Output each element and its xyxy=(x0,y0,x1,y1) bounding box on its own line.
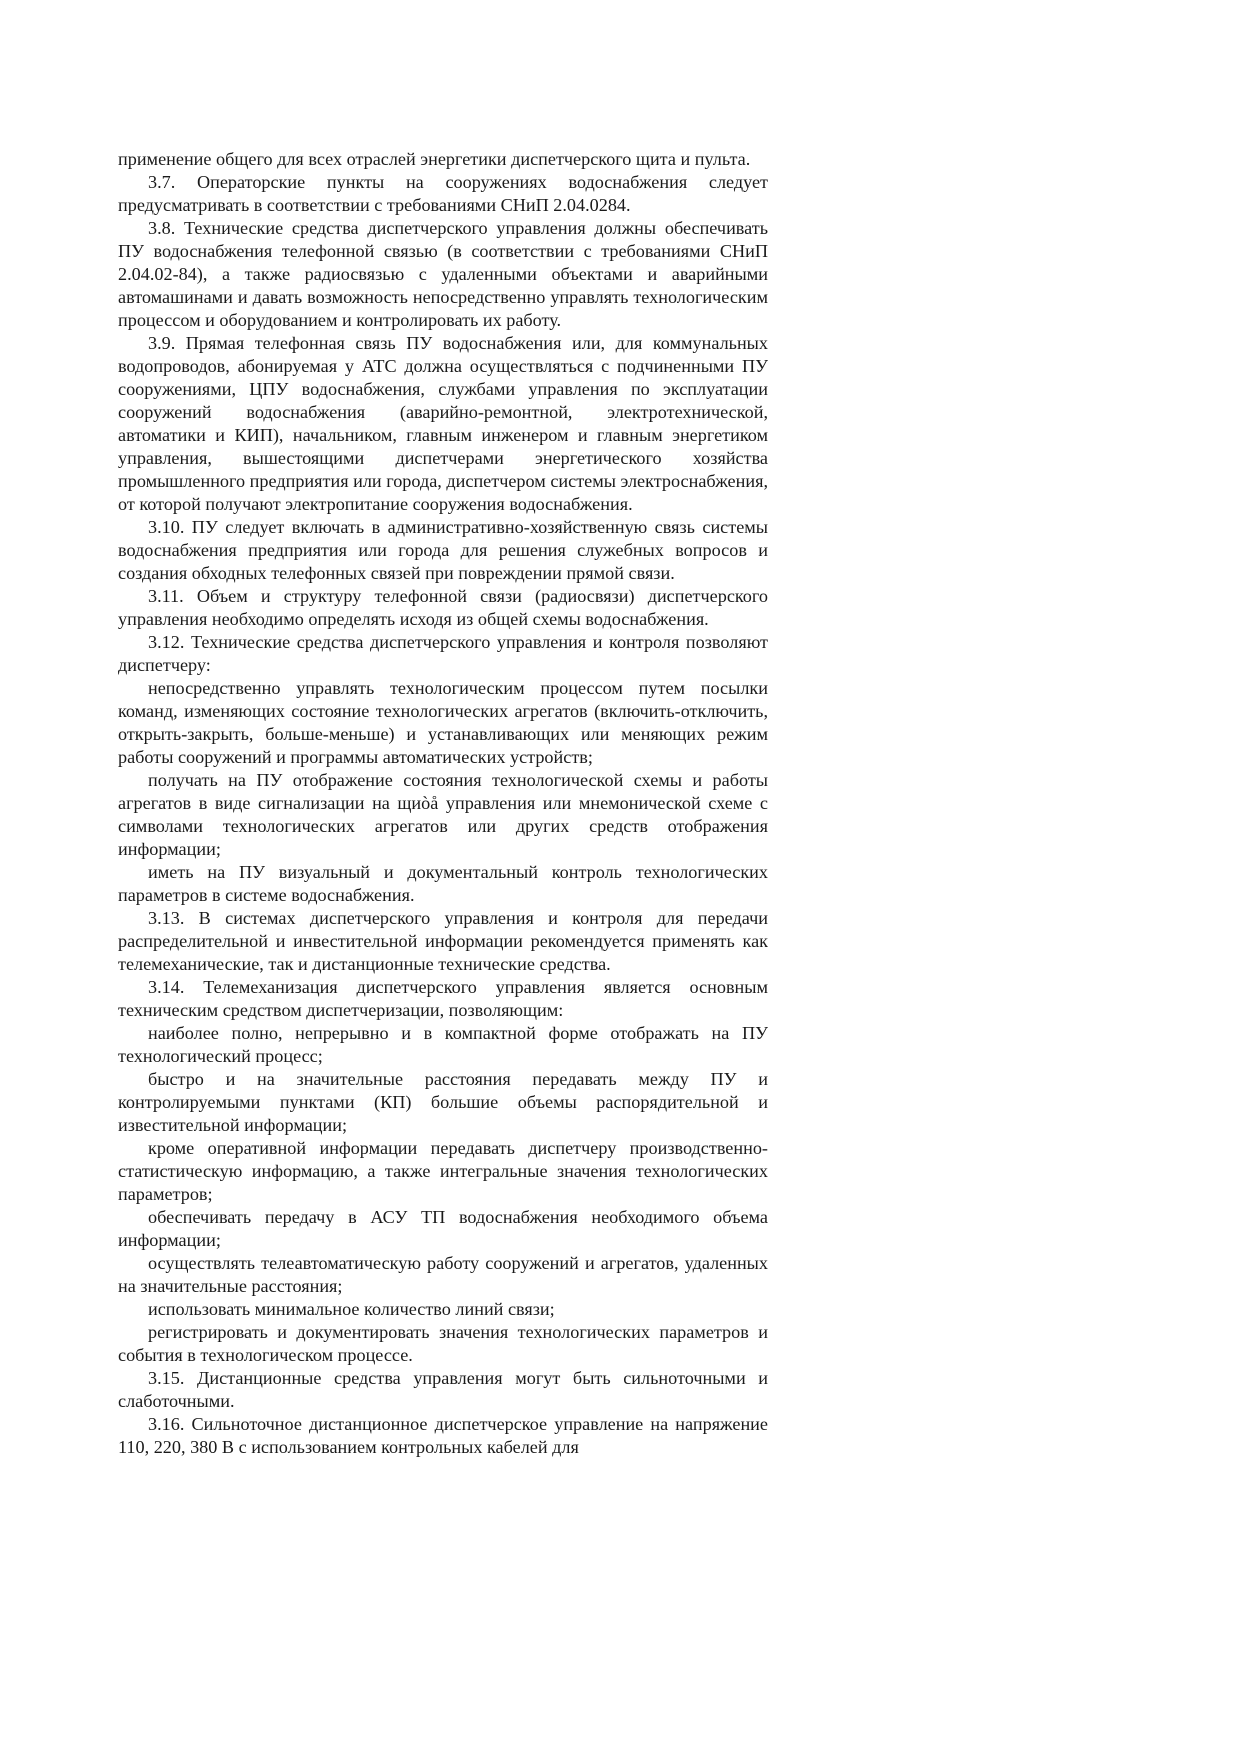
paragraph-3-11: 3.11. Объем и структуру телефонной связи (радиосвязи) диспетчерского управления необходимо определять исходя из общей схемы водоснабжения. xyxy=(118,586,768,629)
list-item: быстро и на значительные расстояния передавать между ПУ и контролируемыми пунктами (КП) большие объемы распорядительной и известительной информации; xyxy=(118,1069,768,1135)
list-item: использовать минимальное количество линий связи; xyxy=(148,1299,555,1319)
paragraph-3-16: 3.16. Сильноточное дистанционное диспетчерское управление на напряжение 110, 220, 380 В с использованием контрольных кабелей для xyxy=(118,1414,768,1457)
list-item: получать на ПУ отображение состояния технологической схемы и работы агрегатов в виде сигнализации на щиòå управления или мнемонической схеме с символами технологических агрегатов или других средств отображения информации; xyxy=(118,770,768,859)
paragraph-3-13: 3.13. В системах диспетчерского управления и контроля для передачи распределительной и инвестительной информации рекомендуется применять как телемеханические, так и дистанционные технические средства. xyxy=(118,908,768,974)
paragraph-3-12: 3.12. Технические средства диспетчерского управления и контроля позволяют диспетчеру: xyxy=(118,632,768,675)
list-item: обеспечивать передачу в АСУ ТП водоснабжения необходимого объема информации; xyxy=(118,1207,768,1250)
list-item: осуществлять телеавтоматическую работу сооружений и агрегатов, удаленных на значительные расстояния; xyxy=(118,1253,768,1296)
paragraph-3-10: 3.10. ПУ следует включать в административно-хозяйственную связь системы водоснабжения предприятия или города для решения служебных вопросов и создания обходных телефонных связей при повреждении прямой связи. xyxy=(118,517,768,583)
list-item: наиболее полно, непрерывно и в компактной форме отображать на ПУ технологический процесс; xyxy=(118,1023,768,1066)
paragraph-3-9: 3.9. Прямая телефонная связь ПУ водоснабжения или, для коммунальных водопроводов, абонируемая у АТС должна осуществляться с подчиненными ПУ сооружениями, ЦПУ водоснабжения, службами управления по эксплуатации сооружений водоснабжения (аварийно-ремонтной, электротехнической, автоматики и КИП), начальником, главным инженером и главным энергетиком управления, вышестоящими диспетчерами энергетического хозяйства промышленного предприятия или города, диспетчером системы электроснабжения, от которой получают электропитание сооружения водоснабжения. xyxy=(118,333,768,514)
paragraph-3-8: 3.8. Технические средства диспетчерского управления должны обеспечивать ПУ водоснабжения телефонной связью (в соответствии с требованиями СНиП 2.04.02-84), а также радиосвязью с удаленными объектами и аварийными автомашинами и давать возможность непосредственно управлять технологическим процессом и оборудованием и контролировать их работу. xyxy=(118,218,768,330)
paragraph-3-7: 3.7. Операторские пункты на сооружениях водоснабжения следует предусматривать в соответствии с требованиями СНиП 2.04.0284. xyxy=(118,172,768,215)
paragraph-continuation: применение общего для всех отраслей энергетики диспетчерского щита и пульта. xyxy=(118,149,751,169)
list-item: кроме оперативной информации передавать диспетчеру производственно-статистическую информацию, а также интегральные значения технологических параметров; xyxy=(118,1138,768,1204)
list-item: иметь на ПУ визуальный и документальный контроль технологических параметров в системе водоснабжения. xyxy=(118,862,768,905)
list-item: регистрировать и документировать значения технологических параметров и события в технологическом процессе. xyxy=(118,1322,768,1365)
list-item: непосредственно управлять технологическим процессом путем посылки команд, изменяющих состояние технологических агрегатов (включить-отключить, открыть-закрыть, больше-меньше) и устанавливающих или меняющих режим работы сооружений и программы автоматических устройств; xyxy=(118,678,768,767)
paragraph-3-15: 3.15. Дистанционные средства управления могут быть сильноточными и слаботочными. xyxy=(118,1368,768,1411)
paragraph-3-14: 3.14. Телемеханизация диспетчерского управления является основным техническим средством диспетчеризации, позволяющим: xyxy=(118,977,768,1020)
document-page xyxy=(118,148,768,1459)
